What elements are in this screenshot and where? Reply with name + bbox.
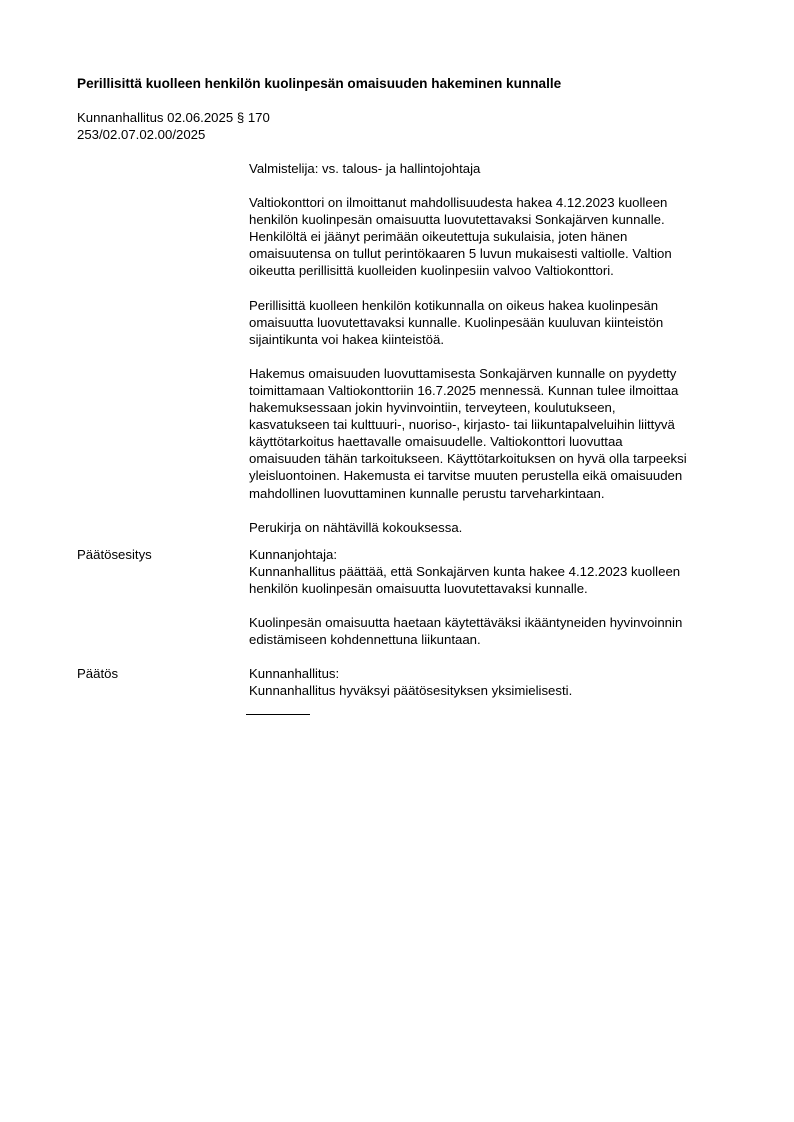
text-line: Kuolinpesän omaisuutta haetaan käytettäväksi ikääntyneiden hyvinvoinnin — [249, 615, 683, 631]
text-line: Kunnanhallitus päättää, että Sonkajärven kunta hakee 4.12.2023 kuolleen — [249, 564, 681, 580]
text-line: yleisluontoinen. Hakemusta ei tarvitse muuten perustella eikä omaisuuden — [249, 468, 683, 484]
text-line: toimittamaan Valtiokonttoriin 16.7.2025 mennessä. Kunnan tulee ilmoittaa — [249, 382, 679, 398]
text-line: henkilön kuolinpesän omaisuutta luovutettavaksi Sonkajärven kunnalle. — [249, 212, 665, 228]
proposal-paragraph-2 — [249, 614, 749, 648]
text-line: omaisuutta luovutettavaksi kunnalle. Kuolinpesään kuuluvan kiinteistön — [249, 314, 664, 330]
background-paragraph-3 — [249, 365, 749, 502]
background-paragraph-2 — [249, 297, 749, 348]
text-line: Henkilöltä ei jäänyt perimään oikeutettuja sukulaisia, joten hänen — [249, 229, 628, 245]
text-line: käyttötarkoitus haettavalle omaisuudelle. Valtiokonttori luovuttaa — [249, 434, 623, 450]
background-section — [249, 160, 749, 536]
text-line: Perillisittä kuolleen henkilön kotikunnalla on oikeus hakea kuolinpesän — [249, 297, 659, 313]
text-line: Perukirja on nähtävillä kokouksessa. — [249, 519, 463, 535]
text-line: oikeutta perillisittä kuolleiden kuolinpesiin valvoo Valtiokonttori. — [249, 263, 614, 279]
text-line: hakemuksessaan jokin hyvinvointiin, terveyteen, koulutukseen, — [249, 400, 616, 416]
proposal-section — [249, 546, 749, 648]
preparer-line: Valmistelija: vs. talous- ja hallintojohtaja — [249, 161, 481, 176]
meeting-meta — [77, 109, 270, 143]
proposer: Kunnanjohtaja: — [249, 547, 337, 562]
meeting-reference: Kunnanhallitus 02.06.2025 § 170 — [77, 110, 270, 125]
text-line: kasvatukseen tai kulttuuri-, nuoriso-, kirjasto- tai liikuntapalveluihin liittyvä — [249, 417, 675, 433]
decision-text: Kunnanhallitus hyväksyi päätösesityksen yksimielisesti. — [249, 683, 573, 699]
record-number: 253/02.07.02.00/2025 — [77, 127, 206, 142]
text-line: Valtiokonttori on ilmoittanut mahdollisuudesta hakea 4.12.2023 kuolleen — [249, 195, 668, 211]
proposal-label: Päätösesitys — [77, 547, 152, 562]
proposal-paragraph-1 — [249, 563, 749, 597]
text-line: Hakemus omaisuuden luovuttamisesta Sonkajärven kunnalle on pyydetty — [249, 365, 677, 381]
decision-section — [249, 665, 749, 699]
text-line: henkilön kuolinpesän omaisuutta luovutettavaksi kunnalle. — [249, 581, 588, 597]
background-paragraph-1 — [249, 194, 749, 279]
text-line: omaisuutensa on tullut perintökaaren 5 luvun mukaisesti valtiolle. Valtion — [249, 246, 672, 262]
text-line: omaisuuden tähän tarkoitukseen. Käyttötarkoituksen on hyvä olla tarpeeksi — [249, 451, 687, 467]
background-paragraph-4 — [249, 519, 749, 536]
text-line: edistämiseen kohdennettuna liikuntaan. — [249, 632, 481, 648]
text-line: sijaintikunta voi hakea kiinteistöä. — [249, 331, 444, 347]
closing-rule — [246, 714, 310, 715]
decision-body: Kunnanhallitus: — [249, 666, 340, 681]
text-line: mahdollinen luovuttaminen kunnalle perustu tarveharkintaan. — [249, 485, 605, 501]
decision-label: Päätös — [77, 666, 119, 681]
document-title: Perillisittä kuolleen henkilön kuolinpesän omaisuuden hakeminen kunnalle — [77, 76, 562, 91]
